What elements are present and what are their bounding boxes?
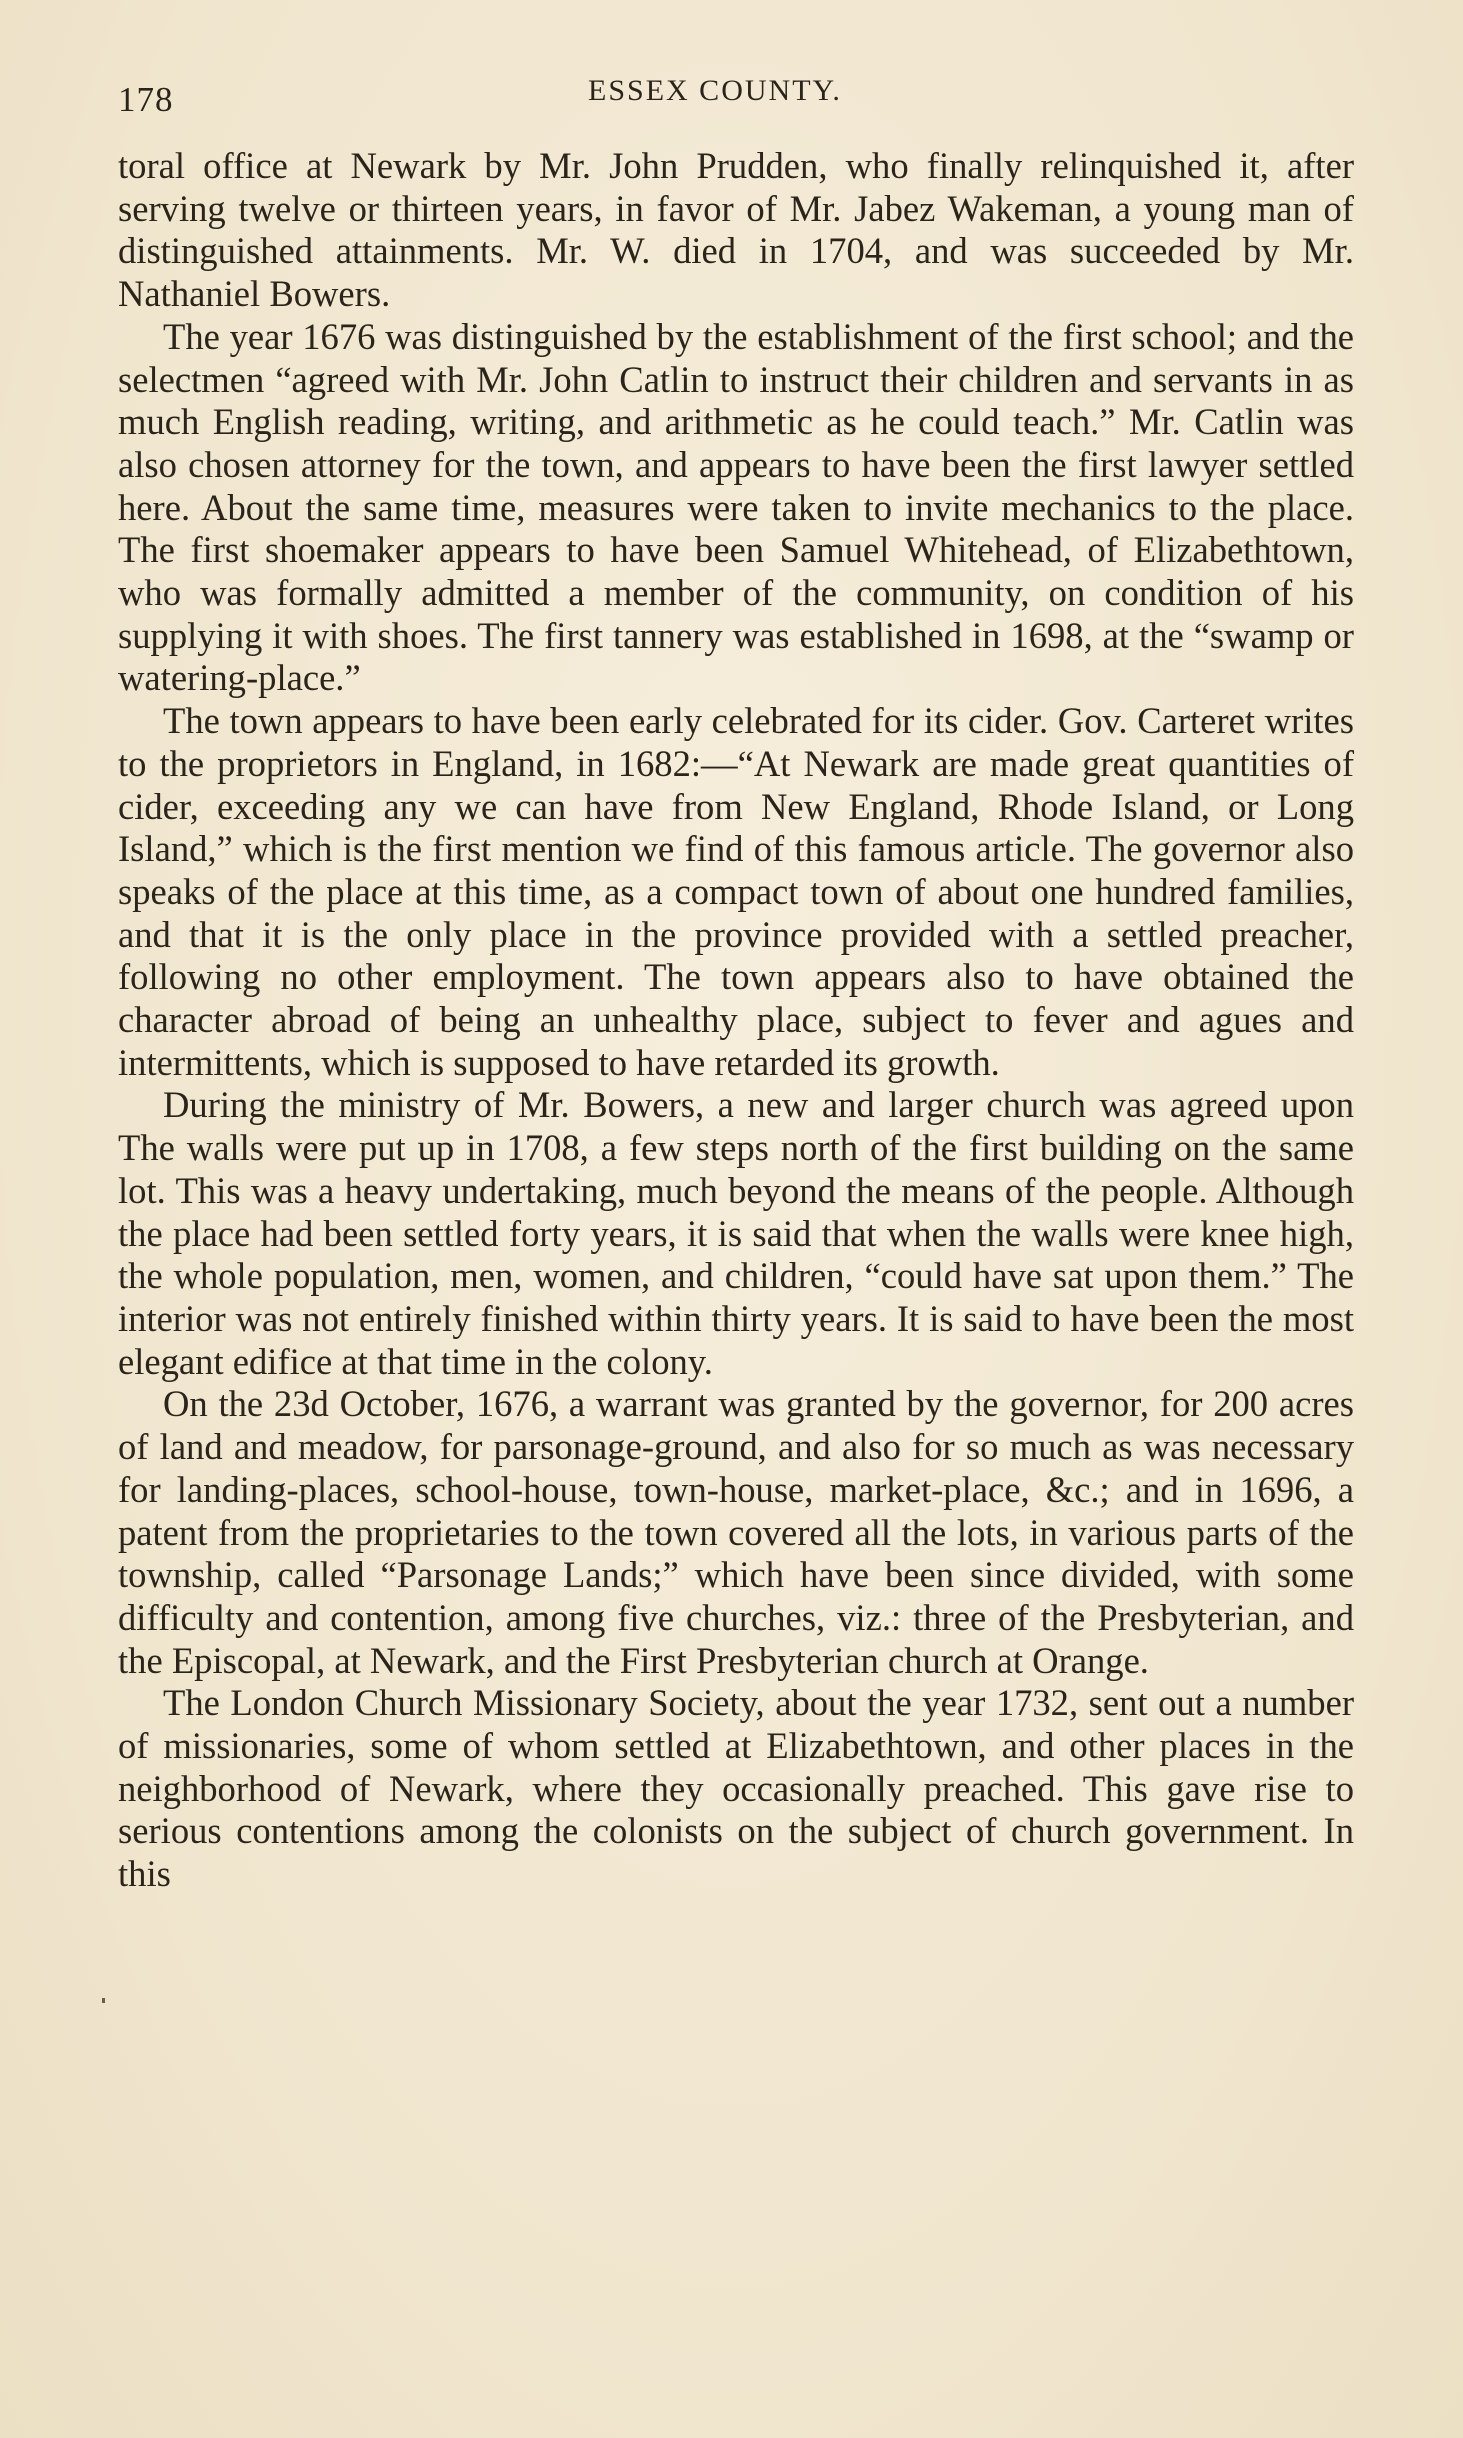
- paragraph-cider: The town appears to have been early celebrated for its cider. Gov. Carteret writes to the proprietors in England, in 1682:—“At Newark are made great quantities of cider, exceeding any we can have from New England, Rhode Island, or Long Island,” which is the first mention we find of this famous article. The governor also speaks of the place at this time, as a compact town of about one hundred families, and that it is the only place in the province provided with a settled preacher, following no other employment. The town appears also to have obtained the character abroad of being an unhealthy place, subject to fever and agues and intermittents, which is supposed to have retarded its growth.: [118, 700, 1354, 1083]
- page-header: [118, 72, 1358, 122]
- paragraph-new-church: During the ministry of Mr. Bowers, a new and larger church was agreed upon The walls were put up in 1708, a few steps north of the first building on the same lot. This was a heavy undertaking, much beyond the means of the people. Although the place had been settled forty years, it is said that when the walls were knee high, the whole population, men, women, and children, “could have sat upon them.” The interior was not entirely finished within thirty years. It is said to have been the most elegant edifice at that time in the colony.: [118, 1084, 1354, 1382]
- paragraph-parsonage-lands: On the 23d October, 1676, a warrant was granted by the governor, for 200 acres of land and meadow, for parsonage-ground, and also for so much as was necessary for landing-places, school-house, town-house, market-place, &c.; and in 1696, a patent from the proprietaries to the town covered all the lots, in various parts of the township, called “Parsonage Lands;” which have been since divided, with some difficulty and contention, among five churches, viz.: three of the Presbyterian, and the Episcopal, at Newark, and the First Presbyterian church at Orange.: [118, 1383, 1354, 1681]
- body-text: [118, 145, 1354, 1896]
- paragraph-first-school: The year 1676 was distinguished by the establishment of the first school; and the selectmen “agreed with Mr. John Catlin to instruct their children and servants in as much English reading, writing, and arithmetic as he could teach.” Mr. Catlin was also chosen attorney for the town, and appears to have been the first lawyer settled here. About the same time, measures were taken to invite mechanics to the place. The first shoemaker appears to have been Samuel Whitehead, of Elizabethtown, who was formally admitted a member of the community, on condition of his supplying it with shoes. The first tannery was established in 1698, at the “swamp or watering-place.”: [118, 315, 1354, 699]
- page-number: 178: [118, 80, 174, 119]
- margin-mark: [102, 1998, 105, 2003]
- paragraph-missionary-society: The London Church Missionary Society, about the year 1732, sent out a number of missionaries, some of whom settled at Elizabethtown, and other places in the neighborhood of Newark, where they occasionally preached. This gave rise to serious contentions among the colonists on the subject of church government. In this: [118, 1682, 1354, 1895]
- paragraph-continued: toral office at Newark by Mr. John Prudden, who finally relinquished it, after serving twelve or thirteen years, in favor of Mr. Jabez Wakeman, a young man of distinguished attainments. Mr. W. died in 1704, and was succeeded by Mr. Nathaniel Bowers.: [118, 145, 1354, 315]
- running-head: ESSEX COUNTY.: [588, 74, 842, 107]
